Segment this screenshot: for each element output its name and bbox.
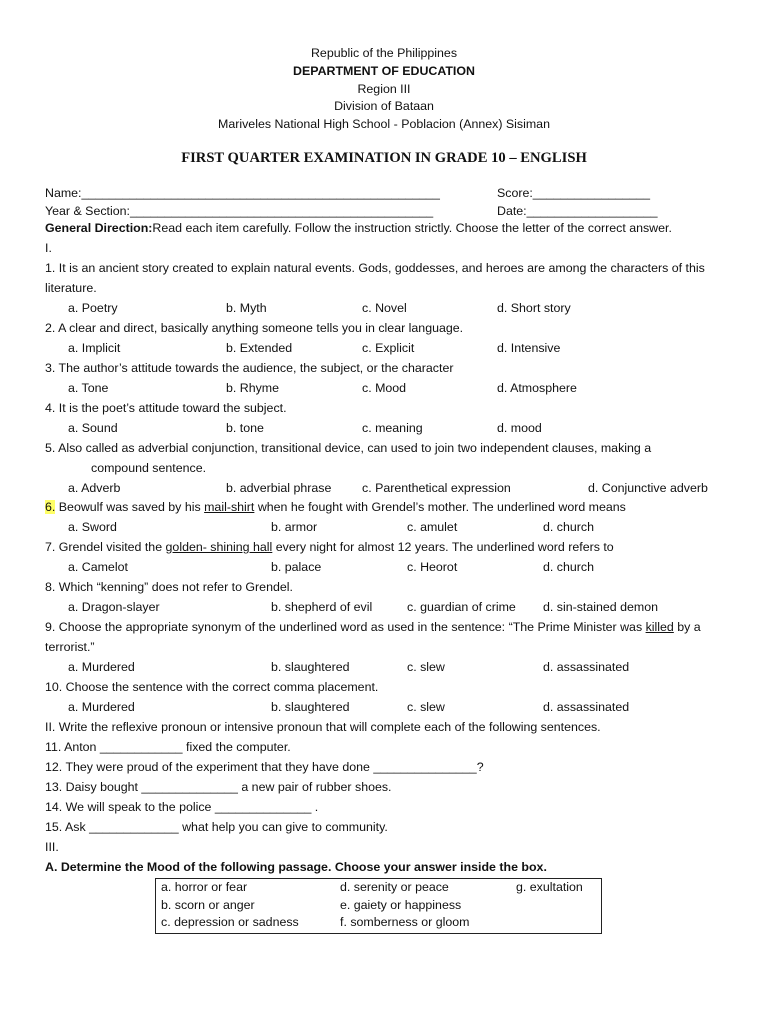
question-9-text-end: by a (673, 620, 701, 634)
question-7-text: 7. Grendel visited the (45, 540, 166, 554)
choice-10a: a. Murdered (68, 700, 135, 714)
choice-2a: a. Implicit (68, 341, 121, 355)
question-12: 12. They were proud of the experiment that they have done _______________? (45, 760, 484, 774)
choice-6c: c. amulet (407, 520, 458, 534)
general-direction (45, 221, 672, 235)
question-5-cont: compound sentence. (91, 461, 207, 475)
choice-8a: a. Dragon-slayer (68, 600, 160, 614)
choice-1a: a. Poetry (68, 301, 118, 315)
choice-3d: d. Atmosphere (497, 381, 577, 395)
question-3: 3. The author’s attitude towards the audience, the subject, or the character (45, 361, 454, 375)
question-7-text-end: every night for almost 12 years. The underlined word refers to (272, 540, 614, 554)
choice-10b: b. slaughtered (271, 700, 350, 714)
choice-7d: d. church (543, 560, 594, 574)
question-11: 11. Anton ____________ fixed the computer. (45, 740, 291, 754)
underlined-word: golden- shining hall (165, 540, 273, 554)
choice-4d: d. mood (497, 421, 542, 435)
choice-5b: b. adverbial phrase (226, 481, 332, 495)
header-division: Division of Bataan (334, 99, 434, 113)
choice-10c: c. slew (407, 700, 445, 714)
question-8: 8. Which “kenning” does not refer to Grendel. (45, 580, 293, 594)
part-1-heading: I. (45, 241, 52, 255)
choice-1d: d. Short story (497, 301, 571, 315)
mood-choice-g: g. exultation (516, 880, 583, 894)
exam-title: FIRST QUARTER EXAMINATION IN GRADE 10 – ENGLISH (181, 150, 587, 166)
choice-5c: c. Parenthetical expression (362, 481, 511, 495)
choice-4c: c. meaning (362, 421, 423, 435)
choice-6d: d. church (543, 520, 594, 534)
part-2-heading: II. Write the reflexive pronoun or intensive pronoun that will complete each of the following sentences. (45, 720, 601, 734)
header-department: DEPARTMENT OF EDUCATION (293, 64, 475, 78)
choice-9c: c. slew (407, 660, 445, 674)
score-field: Score:_________________ (497, 186, 650, 200)
choice-4b: b. tone (226, 421, 264, 435)
choice-3b: b. Rhyme (226, 381, 280, 395)
choice-8d: d. sin-stained demon (543, 600, 659, 614)
name-field: Name:____________________________________________________ (45, 186, 440, 200)
choice-9b: b. slaughtered (271, 660, 350, 674)
choice-5d: d. Conjunctive adverb (588, 481, 708, 495)
year-section-field: Year & Section:____________________________________________ (45, 204, 434, 218)
part-3a-heading: A. Determine the Mood of the following passage. Choose your answer inside the box. (45, 860, 547, 874)
mood-choice-a: a. horror or fear (161, 880, 248, 894)
choice-4a: a. Sound (68, 421, 118, 435)
date-field: Date:___________________ (497, 204, 658, 218)
question-9-text: 9. Choose the appropriate synonym of the underlined word as used in the sentence: “The Prime Minister was (45, 620, 646, 634)
header-region: Region III (357, 82, 411, 96)
question-1: 1. It is an ancient story created to explain natural events. Gods, goddesses, and heroes are among the characters of this (45, 261, 705, 275)
choice-6b: b. armor (271, 520, 318, 534)
choice-2c: c. Explicit (362, 341, 415, 355)
question-2: 2. A clear and direct, basically anything someone tells you in clear language. (45, 321, 464, 335)
choice-9d: d. assassinated (543, 660, 630, 674)
underlined-word: killed (645, 620, 674, 634)
question-6-text-end: when he fought with Grendel’s mother. The underlined word means (254, 500, 626, 514)
mood-choice-d: d. serenity or peace (340, 880, 449, 894)
choice-8c: c. guardian of crime (407, 600, 516, 614)
mood-choice-c: c. depression or sadness (161, 915, 299, 929)
choice-2d: d. Intensive (497, 341, 561, 355)
choice-8b: b. shepherd of evil (271, 600, 373, 614)
question-14: 14. We will speak to the police ______________ . (45, 800, 319, 814)
question-7 (45, 540, 614, 554)
choice-3c: c. Mood (362, 381, 407, 395)
question-6-number: 6. (45, 500, 56, 514)
choice-7b: b. palace (271, 560, 322, 574)
choice-9a: a. Murdered (68, 660, 135, 674)
mood-choice-f: f. somberness or gloom (340, 915, 470, 929)
question-9-cont: terrorist.” (45, 640, 95, 654)
choice-1b: b. Myth (226, 301, 267, 315)
question-10: 10. Choose the sentence with the correct comma placement. (45, 680, 379, 694)
choice-2b: b. Extended (226, 341, 293, 355)
question-6 (45, 500, 626, 514)
choice-6a: a. Sword (68, 520, 117, 534)
question-6-text: Beowulf was saved by his (55, 500, 205, 514)
direction-label: General Direction: (45, 221, 153, 235)
question-4: 4. It is the poet’s attitude toward the subject. (45, 401, 287, 415)
question-1-cont: literature. (45, 281, 97, 295)
underlined-word: mail-shirt (204, 500, 255, 514)
header-republic: Republic of the Philippines (310, 46, 458, 60)
direction-text: Read each item carefully. Follow the instruction strictly. Choose the letter of the correct answer. (152, 221, 672, 235)
question-15: 15. Ask _____________ what help you can give to community. (45, 820, 388, 834)
header-school: Mariveles National High School - Poblacion (Annex) Sisiman (218, 117, 550, 131)
question-9 (45, 620, 701, 634)
choice-7a: a. Camelot (68, 560, 128, 574)
question-5: 5. Also called as adverbial conjunction, transitional device, can used to join two independent clauses, making a (45, 441, 652, 455)
choice-5a: a. Adverb (68, 481, 121, 495)
choice-1c: c. Novel (362, 301, 407, 315)
question-13: 13. Daisy bought ______________ a new pair of rubber shoes. (45, 780, 392, 794)
mood-choice-e: e. gaiety or happiness (340, 898, 462, 912)
choice-10d: d. assassinated (543, 700, 630, 714)
choice-7c: c. Heorot (407, 560, 458, 574)
choice-3a: a. Tone (68, 381, 109, 395)
mood-choice-b: b. scorn or anger (161, 898, 255, 912)
part-3-heading: III. (45, 840, 59, 854)
